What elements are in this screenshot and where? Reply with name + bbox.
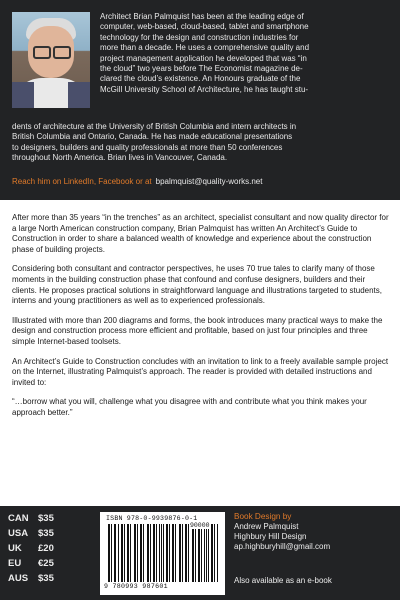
description-paragraph-1: After more than 35 years “in the trenches” as an architect, specialist consultant and now quality director for a large North American construction company, Brian Palmquist has written An Architect’s Guide to Construction in order to share a balanced wealth of knowledge and experience about the construction phase of building projects. — [12, 213, 389, 254]
price-row: CAN $35 — [8, 513, 54, 524]
price-row: EU €25 — [8, 558, 54, 569]
credits-line: Andrew Palmquist — [234, 522, 299, 531]
author-photo — [12, 12, 90, 108]
isbn-text: ISBN 978-0-9939876-0-1 — [106, 515, 198, 522]
barcode-price-code: 90000 — [190, 522, 210, 529]
contact-email-link[interactable]: bpalmquist@quality-works.net — [155, 177, 263, 186]
author-contact — [12, 177, 262, 187]
contact-lead-text: Reach him on LinkedIn, Facebook or at — [12, 177, 152, 186]
author-bio-part2: dents of architecture at the University of British Columbia and intern architects in British Columbia and Ontario, Canada. He has made educational presentations to designers, builders and quality professionals at more than 50 conferences throughout North America. Brian lives in Vancouver, Canada. — [12, 122, 297, 163]
design-credits — [234, 512, 332, 585]
description-paragraph-2: Considering both consultant and contractor perspectives, he uses 70 true tales to clarify many of those moments in the building construction phase that confound and confuse designers, builders and their clients. He proposes practical solutions in straightforward language and illustrations targeted to students, interns and young practitioners as well as to experienced professionals. — [12, 264, 382, 306]
bottom-info-strip — [0, 506, 400, 600]
book-description — [12, 213, 390, 428]
isbn-barcode — [100, 512, 225, 595]
author-bio-part1: Architect Brian Palmquist has been at the leading edge of computer, web-based, cloud-based, tablet and smartphone technology for the design and construction industries for more than a decade. He uses a comprehensive quality and project management application he developed that was “in the cloud” two years before The Economist magazine de- clared the cloud’s existence. An Honours graduate of the McGill University School of Architecture, he has taught stu- — [100, 12, 310, 94]
description-paragraph-3: Illustrated with more than 200 diagrams and forms, the book introduces many practical ways to make the design and construction process more efficient and profitable, based on just four principles and three simple Internet-based toolsets. — [12, 315, 383, 346]
price-row: USA $35 — [8, 528, 54, 539]
description-paragraph-4: An Architect’s Guide to Construction concludes with an invitation to link to a freely available sample project on the Internet, illustrating Palmquist’s approach. The reader is provided with detailed instructions and invited to: — [12, 356, 389, 387]
price-row: AUS $35 — [8, 573, 54, 584]
credits-email[interactable]: ap.highburyhill@gmail.com — [234, 542, 331, 551]
ebook-note: Also available as an e-book — [234, 576, 332, 585]
author-bio-section — [0, 0, 400, 200]
barcode-number: 9 780993 987601 — [104, 583, 168, 590]
barcode-bars — [108, 524, 218, 582]
credits-header: Book Design by — [234, 512, 292, 521]
description-quote: “…borrow what you will, challenge what you disagree with and contribute what you think makes your approach better.” — [12, 397, 367, 417]
price-row: UK £20 — [8, 543, 54, 554]
credits-line: Highbury Hill Design — [234, 532, 307, 541]
price-list — [8, 511, 68, 586]
